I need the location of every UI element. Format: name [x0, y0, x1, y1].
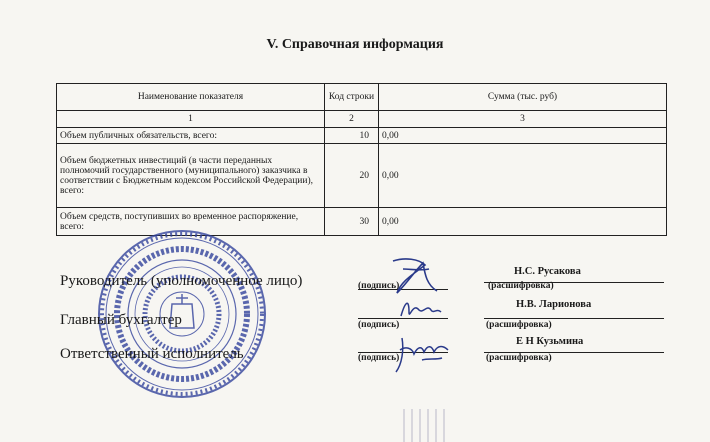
handwritten-signature-accountant — [395, 292, 445, 326]
decode-label: (расшифровка) — [486, 353, 552, 363]
row-label: Объем публичных обязательств, всего: — [57, 128, 325, 144]
decode-label: (расшифровка) — [488, 281, 554, 291]
row-value: 0,00 — [379, 128, 667, 144]
row-code: 20 — [325, 144, 379, 208]
signer-name-accountant: Н.В. Ларионова — [516, 299, 592, 310]
signer-role-head: Руководитель (уполномоченное лицо) — [60, 273, 303, 289]
signer-role-accountant: Главный бухгалтер — [60, 312, 182, 328]
table-header-row — [57, 84, 667, 111]
header-sum: Сумма (тыс. руб) — [379, 84, 667, 111]
signer-name-executor: Е Н Кузьмина — [516, 336, 584, 347]
col-number-1: 1 — [57, 111, 325, 128]
paper-fold-mark — [400, 405, 460, 442]
col-number-3: 3 — [379, 111, 667, 128]
row-code: 30 — [325, 208, 379, 236]
decode-line — [484, 318, 664, 319]
header-indicator: Наименование показателя — [57, 84, 325, 111]
table-number-row — [57, 111, 667, 128]
sign-label: (подпись) — [358, 320, 400, 330]
table-row — [57, 144, 667, 208]
sign-label: (подпись) — [358, 353, 400, 363]
row-value: 0,00 — [379, 208, 667, 236]
handwritten-signature-executor — [392, 330, 454, 376]
decode-label: (расшифровка) — [486, 320, 552, 330]
col-number-2: 2 — [325, 111, 379, 128]
section-title: V. Справочная информация — [266, 37, 444, 52]
table-row — [57, 128, 667, 144]
row-value: 0,00 — [379, 144, 667, 208]
row-label: Объем бюджетных инвестиций (в части переданных полномочий государственного (муниципального) заказчика в соответствии с Бюджетным кодексом Российской Федерации), всего: — [57, 144, 325, 208]
signer-role-executor: Ответственный исполнитель — [60, 346, 244, 362]
sign-label: (подпись) — [358, 281, 400, 291]
reference-table — [56, 83, 667, 236]
row-code: 10 — [325, 128, 379, 144]
header-code: Код строки — [325, 84, 379, 111]
row-label: Объем средств, поступивших во временное распоряжение, всего: — [57, 208, 325, 236]
signer-name-head: Н.С. Русакова — [514, 266, 581, 277]
handwritten-signature-head — [385, 255, 445, 297]
